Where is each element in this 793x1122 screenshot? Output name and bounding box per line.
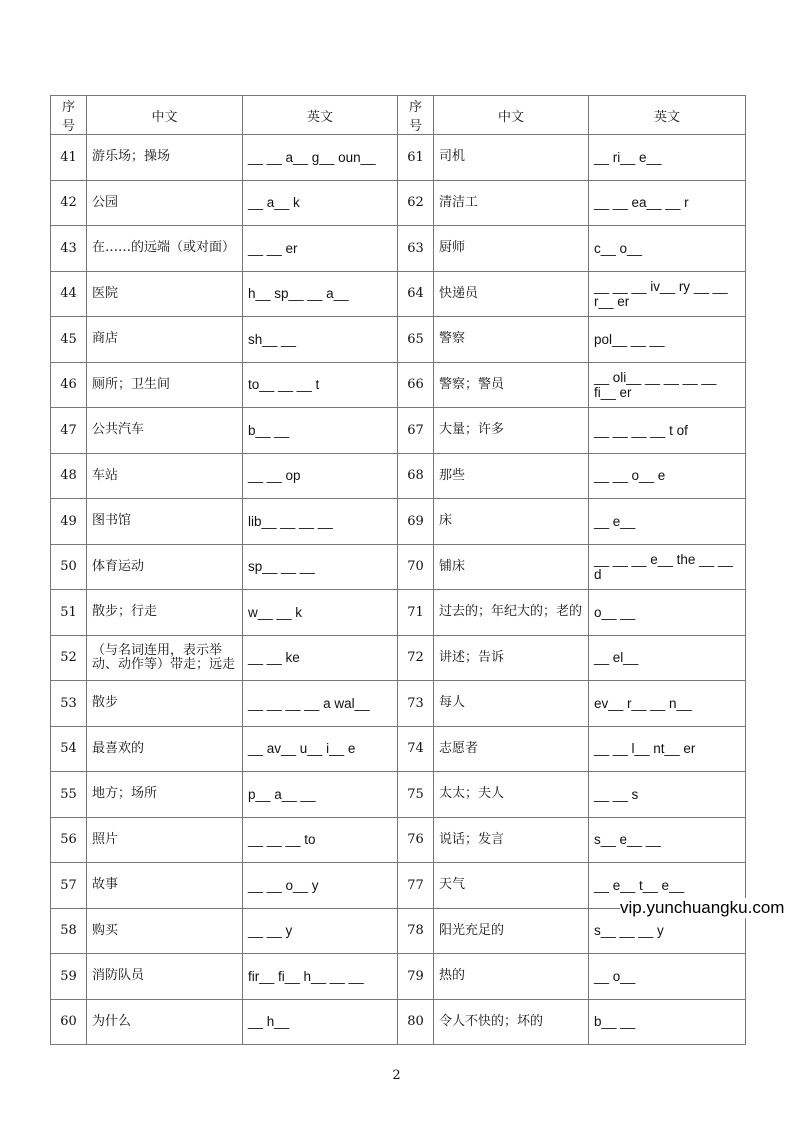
entry-number: 73 bbox=[398, 681, 434, 727]
entry-number: 65 bbox=[398, 317, 434, 363]
english-blank: h__ sp__ __ a__ bbox=[243, 271, 398, 317]
chinese-term: 天气 bbox=[434, 863, 589, 909]
chinese-term: 过去的；年纪大的；老的 bbox=[434, 590, 589, 636]
chinese-term: 厨师 bbox=[434, 226, 589, 272]
chinese-term: 警察；警员 bbox=[434, 362, 589, 408]
english-blank: b__ __ bbox=[589, 999, 746, 1045]
chinese-term: 照片 bbox=[87, 817, 243, 863]
chinese-term: 地方；场所 bbox=[87, 772, 243, 818]
english-blank: __ __ ea__ __ r bbox=[589, 180, 746, 226]
chinese-term: 图书馆 bbox=[87, 499, 243, 545]
english-blank: p__ a__ __ bbox=[243, 772, 398, 818]
table-row bbox=[51, 999, 746, 1045]
chinese-term: 太太；夫人 bbox=[434, 772, 589, 818]
chinese-term: 阳光充足的 bbox=[434, 908, 589, 954]
english-blank: __ __ __ __ t of bbox=[589, 408, 746, 454]
english-blank: sp__ __ __ bbox=[243, 544, 398, 590]
english-blank: to__ __ __ t bbox=[243, 362, 398, 408]
entry-number: 67 bbox=[398, 408, 434, 454]
english-blank: s__ __ __ y bbox=[589, 908, 746, 954]
entry-number: 63 bbox=[398, 226, 434, 272]
english-blank: __ e__ bbox=[589, 499, 746, 545]
table-row bbox=[51, 954, 746, 1000]
chinese-term: 床 bbox=[434, 499, 589, 545]
entry-number: 58 bbox=[51, 908, 87, 954]
header-number: 序号 bbox=[51, 96, 87, 135]
english-blank: __ __ __ __ a wal__ bbox=[243, 681, 398, 727]
chinese-term: 公共汽车 bbox=[87, 408, 243, 454]
entry-number: 62 bbox=[398, 180, 434, 226]
entry-number: 54 bbox=[51, 726, 87, 772]
entry-number: 52 bbox=[51, 635, 87, 681]
chinese-term: 志愿者 bbox=[434, 726, 589, 772]
table-row bbox=[51, 408, 746, 454]
english-blank: __ av__ u__ i__ e bbox=[243, 726, 398, 772]
chinese-term: （与名词连用，表示举动、动作等）带走；远走 bbox=[87, 635, 243, 681]
english-blank: __ el__ bbox=[589, 635, 746, 681]
entry-number: 56 bbox=[51, 817, 87, 863]
entry-number: 69 bbox=[398, 499, 434, 545]
entry-number: 46 bbox=[51, 362, 87, 408]
table-row bbox=[51, 180, 746, 226]
chinese-term: 每人 bbox=[434, 681, 589, 727]
entry-number: 41 bbox=[51, 135, 87, 181]
english-blank: __ __ er bbox=[243, 226, 398, 272]
chinese-term: 散步 bbox=[87, 681, 243, 727]
chinese-term: 消防队员 bbox=[87, 954, 243, 1000]
table-row bbox=[51, 453, 746, 499]
entry-number: 43 bbox=[51, 226, 87, 272]
english-blank: c__ o__ bbox=[589, 226, 746, 272]
chinese-term: 快递员 bbox=[434, 271, 589, 317]
english-blank: __ __ __ to bbox=[243, 817, 398, 863]
table-row bbox=[51, 226, 746, 272]
entry-number: 76 bbox=[398, 817, 434, 863]
entry-number: 59 bbox=[51, 954, 87, 1000]
table-row bbox=[51, 772, 746, 818]
watermark: vip.yunchuangku.com bbox=[620, 898, 785, 917]
entry-number: 77 bbox=[398, 863, 434, 909]
chinese-term: 车站 bbox=[87, 453, 243, 499]
chinese-term: 体育运动 bbox=[87, 544, 243, 590]
entry-number: 57 bbox=[51, 863, 87, 909]
table-row bbox=[51, 590, 746, 636]
entry-number: 48 bbox=[51, 453, 87, 499]
english-blank: __ __ __ e__ the __ __ d bbox=[589, 544, 746, 590]
chinese-term: 故事 bbox=[87, 863, 243, 909]
table-row bbox=[51, 499, 746, 545]
header-row bbox=[51, 96, 746, 135]
entry-number: 64 bbox=[398, 271, 434, 317]
entry-number: 78 bbox=[398, 908, 434, 954]
english-blank: __ ri__ e__ bbox=[589, 135, 746, 181]
entry-number: 50 bbox=[51, 544, 87, 590]
chinese-term: 讲述；告诉 bbox=[434, 635, 589, 681]
chinese-term: 那些 bbox=[434, 453, 589, 499]
english-blank: fir__ fi__ h__ __ __ bbox=[243, 954, 398, 1000]
english-blank: __ __ a__ g__ oun__ bbox=[243, 135, 398, 181]
english-blank: __ __ o__ e bbox=[589, 453, 746, 499]
header-chinese: 中文 bbox=[434, 96, 589, 135]
entry-number: 44 bbox=[51, 271, 87, 317]
chinese-term: 医院 bbox=[87, 271, 243, 317]
entry-number: 75 bbox=[398, 772, 434, 818]
page-number: 2 bbox=[392, 1068, 401, 1083]
english-blank: __ __ op bbox=[243, 453, 398, 499]
english-blank: __ e__ t__ e__ bbox=[589, 863, 746, 909]
english-blank: b__ __ bbox=[243, 408, 398, 454]
entry-number: 61 bbox=[398, 135, 434, 181]
english-blank: __ a__ k bbox=[243, 180, 398, 226]
english-blank: sh__ __ bbox=[243, 317, 398, 363]
chinese-term: 散步；行走 bbox=[87, 590, 243, 636]
chinese-term: 游乐场；操场 bbox=[87, 135, 243, 181]
english-blank: __ __ ke bbox=[243, 635, 398, 681]
entry-number: 60 bbox=[51, 999, 87, 1045]
english-blank: __ __ y bbox=[243, 908, 398, 954]
chinese-term: 为什么 bbox=[87, 999, 243, 1045]
english-blank: __ o__ bbox=[589, 954, 746, 1000]
english-blank: s__ e__ __ bbox=[589, 817, 746, 863]
entry-number: 55 bbox=[51, 772, 87, 818]
table-row bbox=[51, 362, 746, 408]
header-number: 序号 bbox=[398, 96, 434, 135]
english-blank: ev__ r__ __ n__ bbox=[589, 681, 746, 727]
english-blank: o__ __ bbox=[589, 590, 746, 636]
entry-number: 74 bbox=[398, 726, 434, 772]
english-blank: __ __ l__ nt__ er bbox=[589, 726, 746, 772]
entry-number: 45 bbox=[51, 317, 87, 363]
english-blank: __ h__ bbox=[243, 999, 398, 1045]
english-blank: __ __ o__ y bbox=[243, 863, 398, 909]
entry-number: 47 bbox=[51, 408, 87, 454]
chinese-term: 热的 bbox=[434, 954, 589, 1000]
header-english: 英文 bbox=[589, 96, 746, 135]
entry-number: 70 bbox=[398, 544, 434, 590]
chinese-term: 令人不快的；坏的 bbox=[434, 999, 589, 1045]
chinese-term: 警察 bbox=[434, 317, 589, 363]
entry-number: 72 bbox=[398, 635, 434, 681]
english-blank: __ __ s bbox=[589, 772, 746, 818]
table-row bbox=[51, 817, 746, 863]
entry-number: 49 bbox=[51, 499, 87, 545]
chinese-term: 清洁工 bbox=[434, 180, 589, 226]
chinese-term: 购买 bbox=[87, 908, 243, 954]
english-blank: __ oli__ __ __ __ __ fi__ er bbox=[589, 362, 746, 408]
table-row bbox=[51, 726, 746, 772]
entry-number: 66 bbox=[398, 362, 434, 408]
chinese-term: 在……的远端（或对面） bbox=[87, 226, 243, 272]
chinese-term: 铺床 bbox=[434, 544, 589, 590]
entry-number: 53 bbox=[51, 681, 87, 727]
english-blank: lib__ __ __ __ bbox=[243, 499, 398, 545]
chinese-term: 厕所；卫生间 bbox=[87, 362, 243, 408]
chinese-term: 司机 bbox=[434, 135, 589, 181]
chinese-term: 公园 bbox=[87, 180, 243, 226]
chinese-term: 商店 bbox=[87, 317, 243, 363]
table-row bbox=[51, 635, 746, 681]
table-row bbox=[51, 544, 746, 590]
table-row bbox=[51, 317, 746, 363]
table-row bbox=[51, 681, 746, 727]
english-blank: pol__ __ __ bbox=[589, 317, 746, 363]
english-blank: __ __ __ iv__ ry __ __ r__ er bbox=[589, 271, 746, 317]
header-english: 英文 bbox=[243, 96, 398, 135]
chinese-term: 大量；许多 bbox=[434, 408, 589, 454]
entry-number: 51 bbox=[51, 590, 87, 636]
chinese-term: 说话；发言 bbox=[434, 817, 589, 863]
entry-number: 79 bbox=[398, 954, 434, 1000]
entry-number: 42 bbox=[51, 180, 87, 226]
entry-number: 80 bbox=[398, 999, 434, 1045]
english-blank: w__ __ k bbox=[243, 590, 398, 636]
chinese-term: 最喜欢的 bbox=[87, 726, 243, 772]
entry-number: 71 bbox=[398, 590, 434, 636]
table-row bbox=[51, 135, 746, 181]
entry-number: 68 bbox=[398, 453, 434, 499]
table-row bbox=[51, 271, 746, 317]
header-chinese: 中文 bbox=[87, 96, 243, 135]
